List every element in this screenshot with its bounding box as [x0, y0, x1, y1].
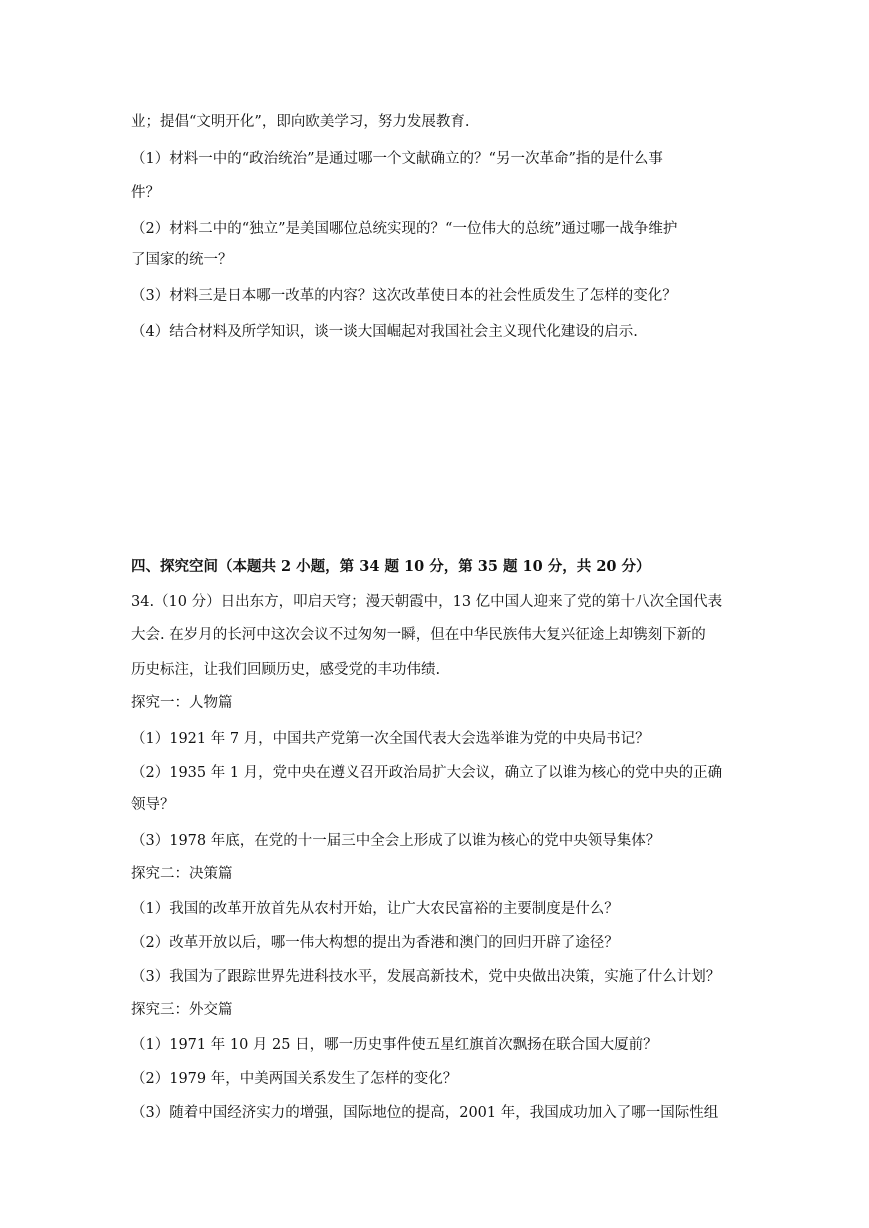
question-34-line-3: 历史标注，让我们回顾历史，感受党的丰功伟绩.	[131, 662, 441, 678]
explore-two-question-3: （3）我国为了跟踪世界先进科技水平，发展高新技术，党中央做出决策，实施了什么计划？	[131, 969, 721, 985]
explore-one-question-1: （1）1921 年 7 月，中国共产党第一次全国代表大会选举谁为党的中央局书记？	[131, 731, 650, 747]
explore-one-question-2-line-2: 领导？	[131, 797, 175, 813]
question-3: （3）材料三是日本哪一改革的内容？这次改革使日本的社会性质发生了怎样的变化？	[131, 288, 677, 304]
explore-two-question-1: （1）我国的改革开放首先从农村开始，让广大农民富裕的主要制度是什么？	[131, 901, 619, 917]
explore-three-question-1: （1）1971 年 10 月 25 日，哪一历史事件使五星红旗首次飘扬在联合国大厦前？	[131, 1037, 658, 1053]
question-2-line-1: （2）材料二中的“独立”是美国哪位总统实现的？“一位伟大的总统”通过哪一战争维护	[131, 221, 678, 237]
explore-two-question-2: （2）改革开放以后，哪一伟大构想的提出为香港和澳门的回归开辟了途径？	[131, 935, 619, 951]
question-2-line-2: 了国家的统一？	[131, 252, 233, 268]
question-34-line-2: 大会. 在岁月的长河中这次会议不过匆匆一瞬，但在中华民族伟大复兴征途上却镌刻下新的	[131, 627, 706, 643]
explore-two-title: 探究二：决策篇	[131, 866, 233, 882]
explore-three-question-2: （2）1979 年，中美两国关系发生了怎样的变化？	[131, 1071, 458, 1087]
explore-three-title: 探究三：外交篇	[131, 1002, 233, 1018]
explore-one-question-3: （3）1978 年底，在党的十一届三中全会上形成了以谁为核心的党中央领导集体？	[131, 833, 661, 849]
explore-one-title: 探究一：人物篇	[131, 695, 233, 711]
question-1-line-2: 件？	[131, 185, 160, 201]
question-34-line-1: 34.（10 分）日出东方，叩启天穹；漫天朝霞中，13 亿中国人迎来了党的第十八次全国代表	[131, 594, 723, 610]
question-4: （4）结合材料及所学知识，谈一谈大国崛起对我国社会主义现代化建设的启示.	[131, 324, 638, 340]
question-1-line-1: （1）材料一中的“政治统治”是通过哪一个文献确立的？“另一次革命”指的是什么事	[131, 151, 663, 167]
section-four-heading: 四、探究空间（本题共 2 小题，第 34 题 10 分，第 35 题 10 分，共 20 分）	[131, 558, 651, 575]
explore-one-question-2-line-1: （2）1935 年 1 月，党中央在遵义召开政治局扩大会议，确立了以谁为核心的党中央的正确	[131, 765, 723, 781]
material-three-intro-tail: 业；提倡“文明开化”，即向欧美学习，努力发展教育.	[131, 114, 470, 130]
explore-three-question-3-line-1: （3）随着中国经济实力的增强，国际地位的提高，2001 年，我国成功加入了哪一国际性组	[131, 1105, 719, 1121]
